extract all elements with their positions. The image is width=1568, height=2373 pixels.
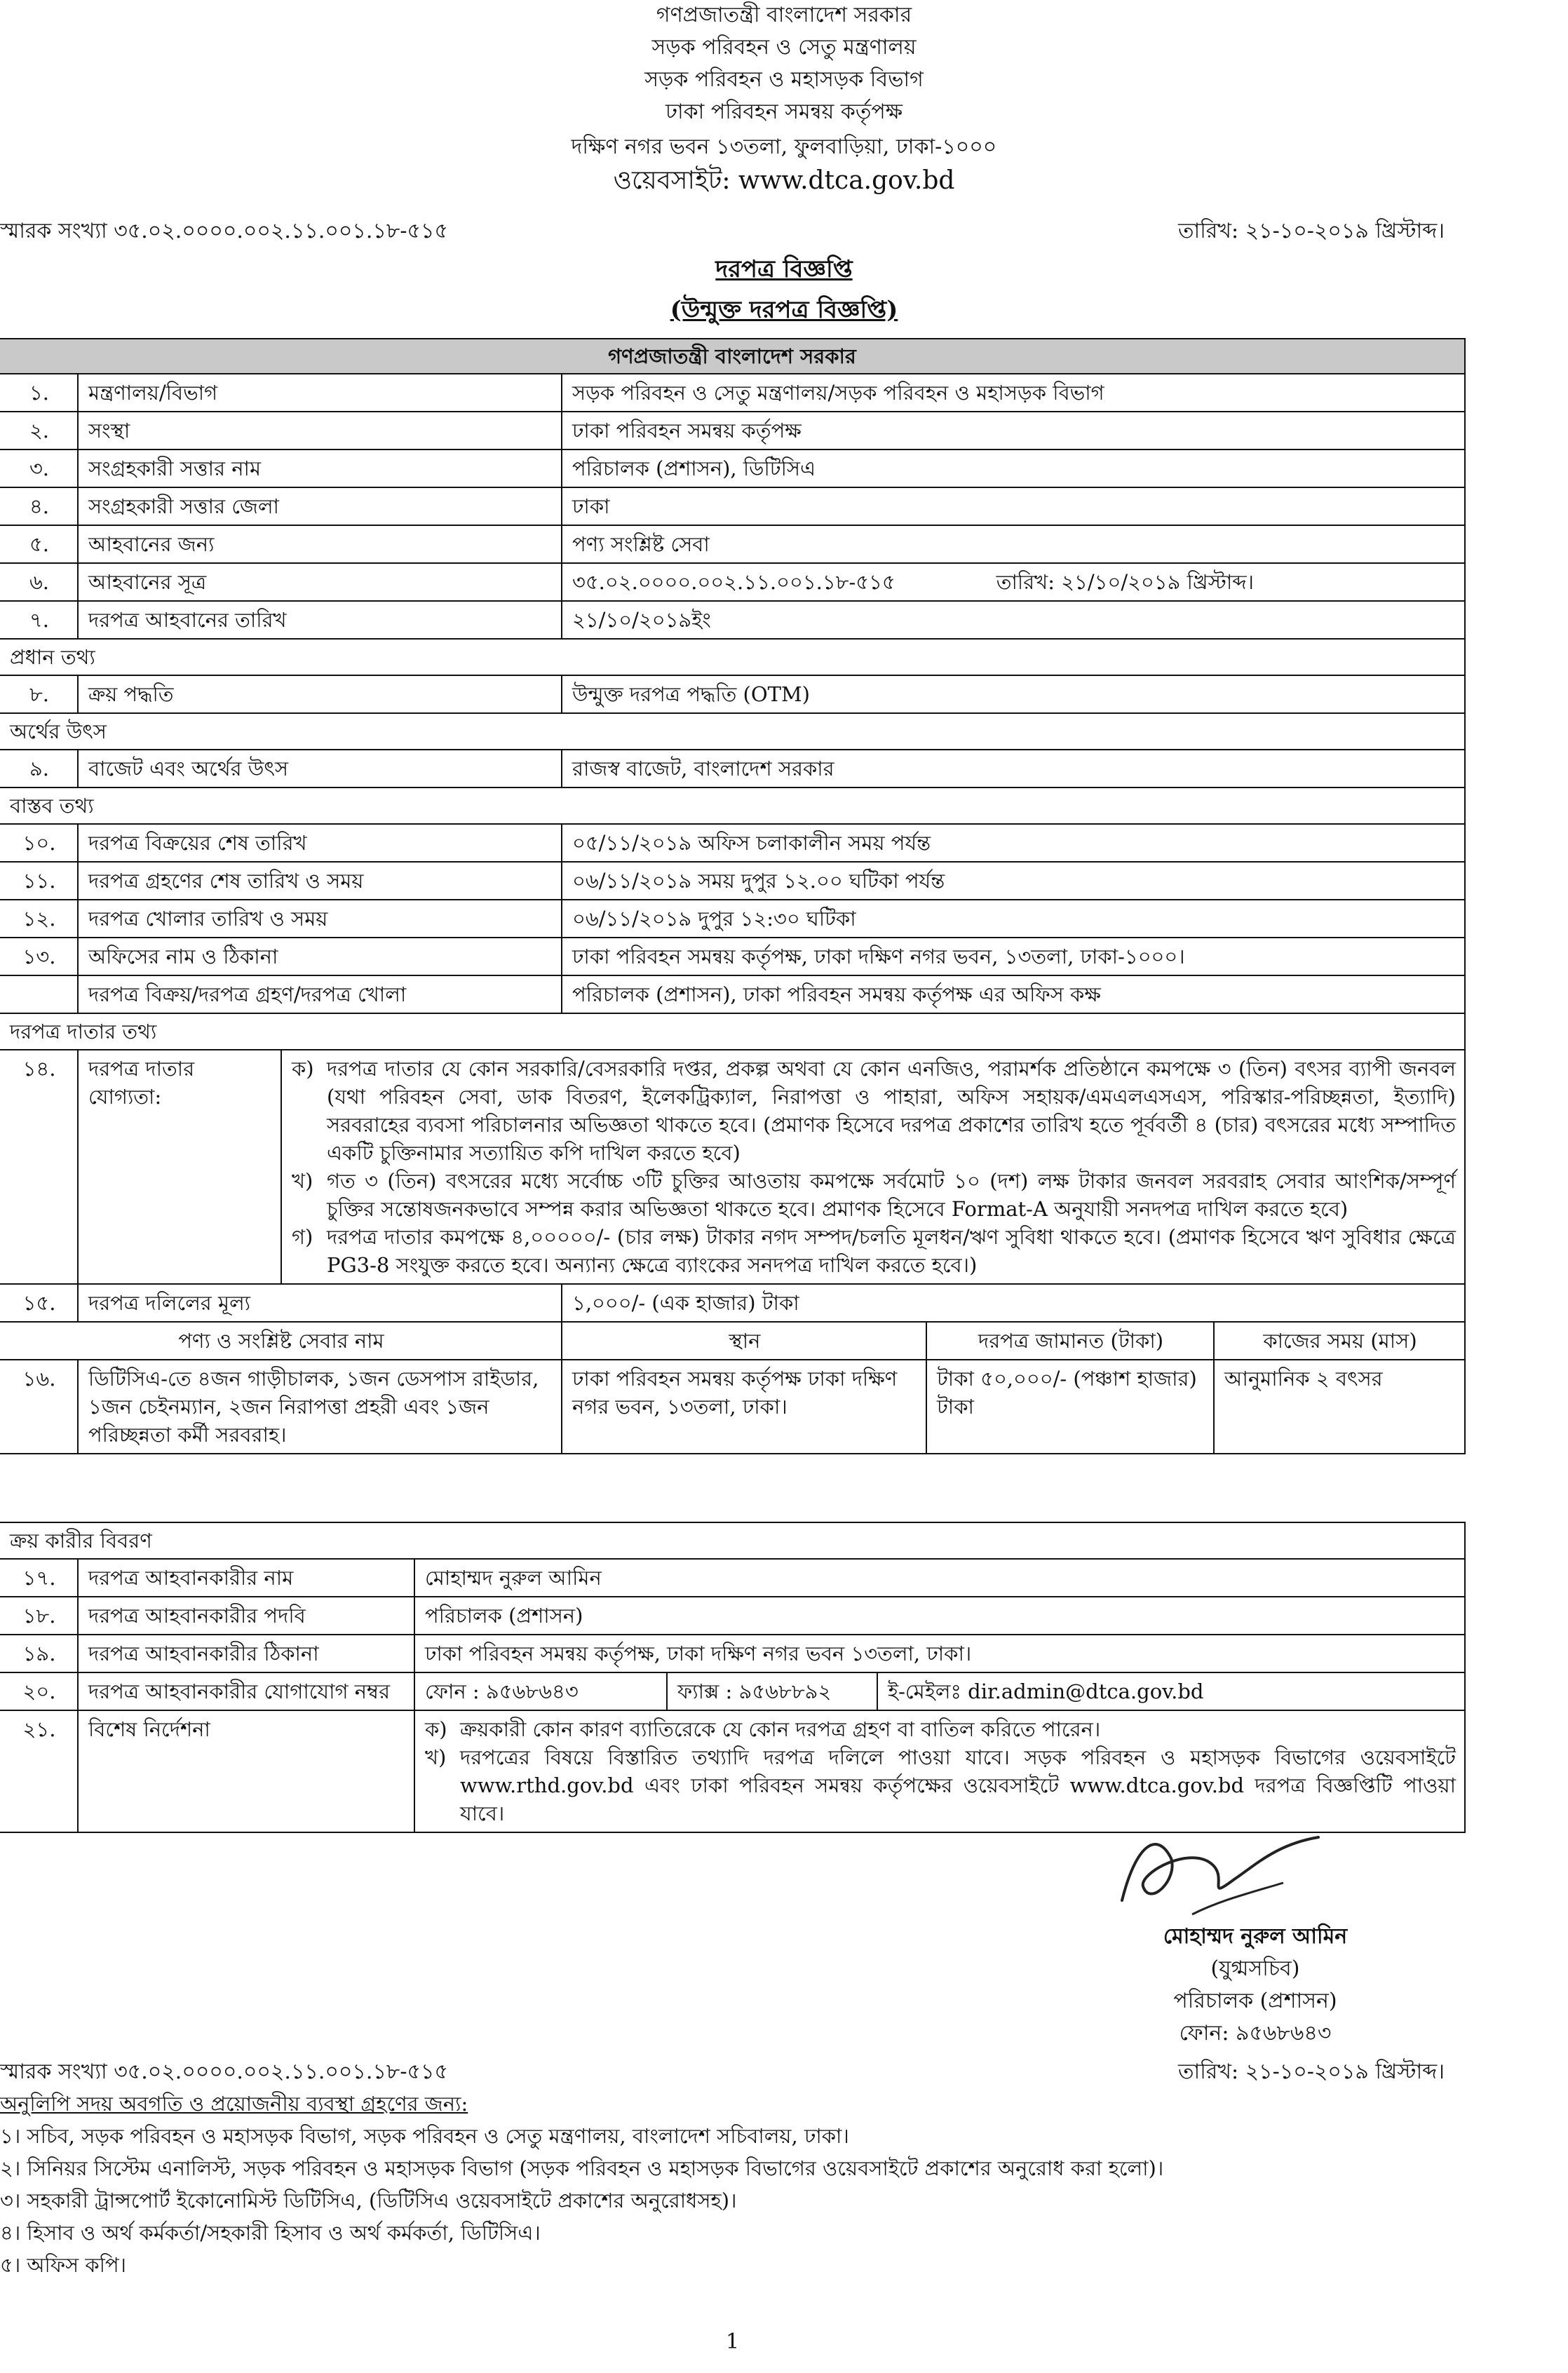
row-number: ৫. <box>29 532 50 556</box>
copy-list-item: ১। সচিব, সড়ক পরিবহন ও মহাসড়ক বিভাগ, সড়ক পরিবহন ও সেতু মন্ত্রণালয়, বাংলাদেশ সচিবালয়, ঢাকা। <box>0 2124 849 2148</box>
instruction-list <box>414 1711 1464 1832</box>
tender-table <box>0 338 1466 1454</box>
row-label: অফিসের নাম ও ঠিকানা <box>77 938 561 975</box>
row-number: ২১. <box>22 1717 56 1741</box>
row-value: পরিচালক (প্রশাসন), ঢাকা পরিবহন সমন্বয় কর্তৃপক্ষ এর অফিস কক্ষ <box>561 976 1464 1013</box>
instruction-item <box>425 1743 1456 1827</box>
service-security: টাকা ৫০,০০০/- (পঞ্চাশ হাজার) টাকা <box>926 1360 1213 1453</box>
row-value: ০৫/১১/২০১৯ অফিস চলাকালীন সময় পর্যন্ত <box>561 825 1464 861</box>
row-label: দরপত্র আহবানের তারিখ <box>77 602 561 638</box>
row-label: দরপত্র আহবানকারীর ঠিকানা <box>77 1635 414 1672</box>
signatory-designation: পরিচালক (প্রশাসন) <box>1173 1989 1337 2013</box>
row-label: দরপত্র বিক্রয়/দরপত্র গ্রহণ/দরপত্র খোলা <box>77 976 561 1013</box>
table-row <box>0 675 1464 712</box>
row-label: আহবানের সূত্র <box>77 564 561 600</box>
row-label: সংগ্রহকারী সত্তার জেলা <box>77 488 561 525</box>
table-band: গণপ্রজাতন্ত্রী বাংলাদেশ সরকার <box>0 339 1464 373</box>
section-heading <box>0 638 1464 675</box>
row-label: মন্ত্রণালয়/বিভাগ <box>77 374 561 411</box>
row-number: ৭. <box>29 608 50 632</box>
item-mark: খ) <box>425 1745 447 1769</box>
instruction-item <box>425 1715 1456 1743</box>
row-label: দরপত্র বিক্রয়ের শেষ তারিখ <box>77 825 561 861</box>
division-name: সড়ক পরিবহন ও মহাসড়ক বিভাগ <box>644 67 924 92</box>
table-row <box>0 1596 1464 1634</box>
table-row <box>0 449 1464 487</box>
table-row <box>0 1672 1464 1710</box>
row-number: ২০. <box>22 1679 56 1703</box>
row-label: ক্রয় পদ্ধতি <box>77 676 561 712</box>
website: ওয়েবসাইট: www.dtca.gov.bd <box>613 166 955 195</box>
ministry-name: সড়ক পরিবহন ও সেতু মন্ত্রণালয় <box>651 35 917 60</box>
section-label: প্রধান তথ্য <box>10 645 95 669</box>
copy-list-item: ৩। সহকারী ট্রান্সপোর্ট ইকোনোমিস্ট ডিটিসিএ, (ডিটিসিএ ওয়েবসাইটে প্রকাশের অনুরোধসহ)। <box>0 2189 737 2212</box>
row-label: দরপত্র খোলার তারিখ ও সময় <box>77 900 561 937</box>
row-label: বিশেষ নির্দেশনা <box>77 1711 414 1832</box>
buyer-table <box>0 1522 1466 1833</box>
item-mark: ক) <box>425 1717 447 1741</box>
section-heading <box>0 1523 1464 1558</box>
row-value: সড়ক পরিবহন ও সেতু মন্ত্রণালয়/সড়ক পরিবহন ও মহাসড়ক বিভাগ <box>561 374 1464 411</box>
row-value: ০৬/১১/২০১৯ সময় দুপুর ১২.০০ ঘটিকা পর্যন্ত <box>561 863 1464 899</box>
row-number: ১৯. <box>22 1642 56 1665</box>
table-row <box>0 899 1464 937</box>
row-number: ১৩. <box>22 945 56 968</box>
row-value: পরিচালক (প্রশাসন), ডিটিসিএ <box>561 450 1464 487</box>
item-mark: ক) <box>292 1057 314 1081</box>
row-value: মোহাম্মদ নুরুল আমিন <box>414 1560 1464 1596</box>
signatory-rank: (যুগ্মসচিব) <box>1210 1956 1300 1981</box>
page-number: 1 <box>726 2330 740 2354</box>
row-value <box>561 564 1464 600</box>
reference-number: ৩৫.০২.০০০০.০০২.১১.০০১.১৮-৫১৫ <box>572 570 895 594</box>
row-value: ঢাকা পরিবহন সমন্বয় কর্তৃপক্ষ, ঢাকা দক্ষিণ নগর ভবন ১৩তলা, ঢাকা। <box>414 1635 1464 1672</box>
row-number: ১৫. <box>22 1291 56 1315</box>
table-row <box>0 600 1464 638</box>
copy-memo-number: স্মারক সংখ্যা ৩৫.০২.০০০০.০০২.১১.০০১.১৮-৫১৫ <box>0 2060 448 2084</box>
authority-address: দক্ষিণ নগর ভবন ১৩তলা, ফুলবাড়িয়া, ঢাকা-১০০০ <box>571 135 997 159</box>
eligibility-item <box>292 1223 1456 1279</box>
row-value: ঢাকা পরিবহন সমন্বয় কর্তৃপক্ষ <box>561 412 1464 449</box>
contact-fax: ফ্যাক্স : ৯৫৬৮৮৯২ <box>666 1673 877 1710</box>
table-row <box>0 1359 1464 1453</box>
row-value: ২১/১০/২০১৯ইং <box>561 602 1464 638</box>
row-number: ১০. <box>22 831 56 855</box>
eligibility-item <box>292 1055 1456 1167</box>
signatory-phone: ফোন: ৯৫৬৮৬৪৩ <box>1179 2021 1332 2046</box>
table-row <box>0 1558 1464 1596</box>
row-value: ঢাকা পরিবহন সমন্বয় কর্তৃপক্ষ, ঢাকা দক্ষিণ নগর ভবন, ১৩তলা, ঢাকা-১০০০। <box>561 938 1464 975</box>
section-heading <box>0 712 1464 749</box>
row-number: ১৭. <box>22 1566 56 1590</box>
table-row <box>0 937 1464 975</box>
eligibility-item <box>292 1167 1456 1223</box>
table-row <box>0 525 1464 562</box>
row-label: দরপত্র দলিলের মূল্য <box>77 1285 561 1321</box>
row-number: ৯. <box>29 757 50 780</box>
row-label: দরপত্র আহবানকারীর পদবি <box>77 1597 414 1634</box>
table-row <box>0 823 1464 861</box>
table-row <box>0 975 1464 1013</box>
item-text: দরপত্র দাতার কমপক্ষে ৪,০০০০০/- (চার লক্ষ) টাকার নগদ সম্পদ/চলতি মূলধন/ঋণ সুবিধা থাকতে হবে। (প্রমাণক হিসেবে ঋণ সুবিধার ক্ষেত্রে PG3-8 সংযুক্ত করতে হবে। অন্যান্য ক্ষেত্রে ব্যাংকের সনদপত্র দাখিল করতে হবে।) <box>327 1225 1456 1277</box>
row-value: ঢাকা <box>561 488 1464 525</box>
eligibility-list <box>281 1050 1464 1283</box>
row-number <box>0 976 77 1013</box>
table-row <box>0 1283 1464 1321</box>
row-number: ১৮. <box>22 1604 56 1628</box>
row-label: বাজেট এবং অর্থের উৎস <box>77 750 561 787</box>
service-name: ডিটিসিএ-তে ৪জন গাড়ীচালক, ১জন ডেসপাস রাইডার, ১জন চেইনম্যান, ২জন নিরাপত্তা প্রহরী এবং ১জন পরিচ্ছন্নতা কর্মী সরবরাহ। <box>77 1360 561 1453</box>
row-value: পণ্য সংশ্লিষ্ট সেবা <box>561 526 1464 562</box>
item-text: ক্রয়কারী কোন কারণ ব্যাতিরেকে যে কোন দরপত্র গ্রহণ বা বাতিল করিতে পারেন। <box>460 1717 1101 1741</box>
table-row <box>0 562 1464 600</box>
table-row <box>0 373 1464 411</box>
row-label: দরপত্র গ্রহণের শেষ তারিখ ও সময় <box>77 863 561 899</box>
table-row <box>0 1710 1464 1832</box>
authority-name: ঢাকা পরিবহন সমন্বয় কর্তৃপক্ষ <box>665 100 903 124</box>
contact-email: ই-মেইলঃ dir.admin@dtca.gov.bd <box>877 1673 1464 1710</box>
row-label: দরপত্র আহবানকারীর যোগাযোগ নম্বর <box>77 1673 414 1710</box>
contact-phone: ফোন : ৯৫৬৮৬৪৩ <box>414 1673 666 1710</box>
item-text: গত ৩ (তিন) বৎসরের মধ্যে সর্বোচ্চ ৩টি চুক্তির আওতায় কমপক্ষে সর্বমোট ১০ (দশ) লক্ষ টাকার জনবল সরবরাহ সেবার আংশিক/সম্পূর্ণ চুক্তির সন্তোষজনকভাবে সম্পন্ন করার অভিজ্ঞতা থাকতে হবে। প্রমাণক হিসেবে Format-A অনুযায়ী সনদপত্র দাখিল করতে হবে) <box>327 1169 1456 1221</box>
row-value: ১,০০০/- (এক হাজার) টাকা <box>561 1285 1464 1321</box>
handwritten-signature <box>1108 1816 1332 1928</box>
header-place: স্থান <box>561 1323 926 1359</box>
section-label: অর্থের উৎস <box>10 719 107 743</box>
header-service-name: পণ্য ও সংশ্লিষ্ট সেবার নাম <box>178 1329 384 1353</box>
item-mark: খ) <box>292 1169 313 1193</box>
header-security: দরপত্র জামানত (টাকা) <box>926 1323 1213 1359</box>
section-heading <box>0 1013 1464 1049</box>
row-number: ৮. <box>29 682 50 706</box>
service-table-header <box>0 1321 1464 1359</box>
govt-name: গণপ্রজাতন্ত্রী বাংলাদেশ সরকার <box>656 3 912 27</box>
table-row <box>0 411 1464 449</box>
row-number: ৩. <box>29 457 50 480</box>
item-mark: গ) <box>292 1225 313 1249</box>
row-number: ৬. <box>29 570 50 594</box>
signatory-name: মোহাম্মদ নুরুল আমিন <box>1163 1924 1348 1949</box>
row-value: পরিচালক (প্রশাসন) <box>414 1597 1464 1634</box>
row-value: ০৬/১১/২০১৯ দুপুর ১২:৩০ ঘটিকা <box>561 900 1464 937</box>
row-label: দরপত্র আহবানকারীর নাম <box>77 1560 414 1596</box>
section-label: বাস্তব তথ্য <box>10 794 94 818</box>
copy-list-item: ৪। হিসাব ও অর্থ কর্মকর্তা/সহকারী হিসাব ও অর্থ কর্মকর্তা, ডিটিসিএ। <box>0 2221 541 2245</box>
item-text: দরপত্রের বিষয়ে বিস্তারিত তথ্যাদি দরপত্র দলিলে পাওয়া যাবে। সড়ক পরিবহন ও মহাসড়ক বিভাগের ওয়েবসাইটে www.rthd.gov.bd এবং ঢাকা পরিবহন সমন্বয় কর্তৃপক্ষের ওয়েবসাইটে www.dtca.gov.bd দরপত্র বিজ্ঞপ্তিটি পাওয়া যাবে। <box>460 1745 1456 1825</box>
copy-list-item: ২। সিনিয়র সিস্টেম এনালিস্ট, সড়ক পরিবহন ও মহাসড়ক বিভাগ (সড়ক পরিবহন ও মহাসড়ক বিভাগের ওয়েবসাইটে প্রকাশের অনুরোধ করা হলো)। <box>0 2156 1164 2180</box>
notice-subtitle: (উন্মুক্ত দরপত্র বিজ্ঞপ্তি) <box>670 296 898 324</box>
row-label: আহবানের জন্য <box>77 526 561 562</box>
item-text: দরপত্র দাতার যে কোন সরকারি/বেসরকারি দপ্তর, প্রকল্প অথবা যে কোন এনজিও, পরামর্শক প্রতিষ্ঠানে কমপক্ষে ৩ (তিন) বৎসর ব্যাপী জনবল (যথা পরিবহন সেবা, ডাক বিতরণ, ইলেকট্রিক্যাল, নিরাপত্তা ও পাহারা, অফিস সহায়ক/এমএলএসএস, পরিস্কার-পরিচ্ছন্নতা, ইত্যাদি) সরবরাহের ব্যবসা পরিচালনার অভিজ্ঞতা থাকতে হবে। (প্রমাণক হিসেবে দরপত্র প্রকাশের তারিখ হতে পূর্ববর্তী ৪ (চার) বৎসরের মধ্যে সম্পাদিত একটি চুক্তিনামার সত্যায়িত কপি দাখিল করতে হবে) <box>327 1057 1456 1165</box>
copy-memo-date: তারিখ: ২১-১০-২০১৯ খ্রিস্টাব্দ। <box>1178 2060 1445 2084</box>
copy-list-item: ৫। অফিস কপি। <box>0 2253 127 2277</box>
row-number: ১. <box>29 381 50 405</box>
header-period: কাজের সময় (মাস) <box>1213 1323 1464 1359</box>
row-number: ১১. <box>22 869 56 893</box>
notice-title: দরপত্র বিজ্ঞপ্তি <box>715 255 853 283</box>
copy-intro: অনুলিপি সদয় অবগতি ও প্রয়োজনীয় ব্যবস্থা গ্রহণের জন্য: <box>0 2092 468 2116</box>
section-heading <box>0 787 1464 823</box>
reference-date: তারিখ: ২১/১০/২০১৯ খ্রিস্টাব্দ। <box>996 570 1254 594</box>
service-place: ঢাকা পরিবহন সমন্বয় কর্তৃপক্ষ ঢাকা দক্ষিণ নগর ভবন, ১৩তলা, ঢাকা। <box>561 1360 926 1453</box>
table-row <box>0 1049 1464 1283</box>
row-value: উন্মুক্ত দরপত্র পদ্ধতি (OTM) <box>561 676 1464 712</box>
table-row <box>0 749 1464 787</box>
row-label: সংগ্রহকারী সত্তার নাম <box>77 450 561 487</box>
section-label: ক্রয় কারীর বিবরণ <box>10 1529 152 1553</box>
table-row <box>0 487 1464 525</box>
section-label: দরপত্র দাতার তথ্য <box>10 1020 157 1043</box>
row-value: রাজস্ব বাজেট, বাংলাদেশ সরকার <box>561 750 1464 787</box>
row-number: ১২. <box>22 907 56 931</box>
row-number: ৪. <box>29 494 50 518</box>
row-label: সংস্থা <box>77 412 561 449</box>
row-label: দরপত্র দাতার যোগ্যতা: <box>77 1050 281 1283</box>
row-number: ২. <box>29 419 50 442</box>
row-number: ১৬. <box>22 1367 56 1391</box>
memo-number: স্মারক সংখ্যা ৩৫.০২.০০০০.০০২.১১.০০১.১৮-৫১৫ <box>0 219 448 243</box>
row-number: ১৪. <box>22 1057 56 1081</box>
memo-date: তারিখ: ২১-১০-২০১৯ খ্রিস্টাব্দ। <box>1178 219 1445 243</box>
table-row <box>0 1634 1464 1672</box>
service-period: আনুমানিক ২ বৎসর <box>1213 1360 1464 1453</box>
table-row <box>0 861 1464 899</box>
